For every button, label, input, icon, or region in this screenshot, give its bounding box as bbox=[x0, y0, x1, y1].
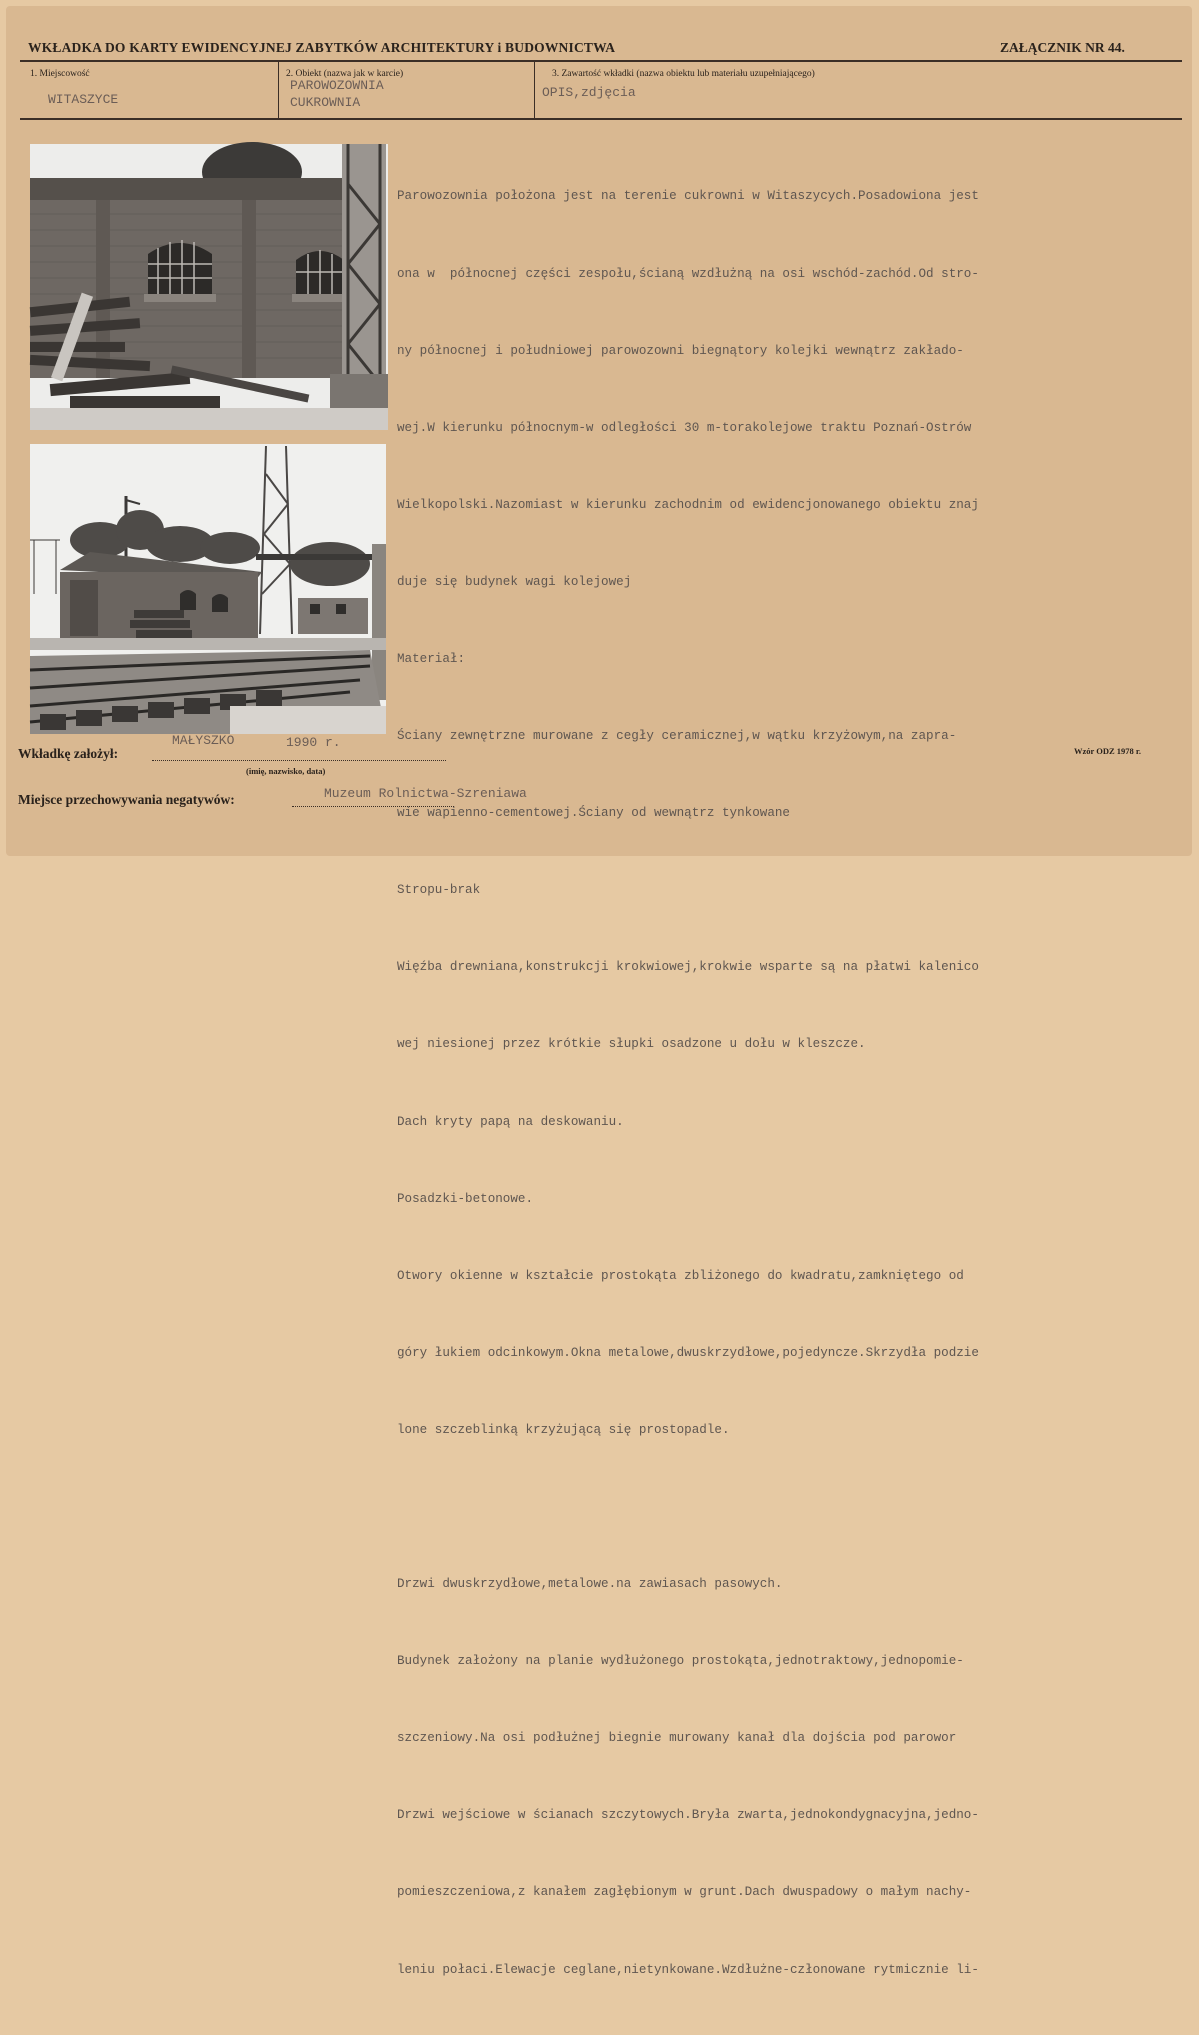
description-line: duje się budynek wagi kolejowej bbox=[397, 574, 632, 589]
description-line: leniu połaci.Elewacje ceglane,nietynkowane.Wzdłużne-członowane rytmicznie li- bbox=[397, 1962, 979, 1977]
photo-building-with-tracks-image bbox=[30, 444, 386, 734]
description-line: Materiał: bbox=[397, 651, 466, 666]
object-label: 2. Obiekt (nazwa jak w karcie) bbox=[286, 69, 404, 79]
description-line: Dach kryty papą na deskowaniu. bbox=[397, 1114, 624, 1129]
description-line: Więźba drewniana,konstrukcji krokwiowej,krokwie wsparte są na płatwi kalenico bbox=[397, 960, 979, 975]
description-line: ny północnej i południowej parowozowni biegnątory kolejki wewnątrz zakłado- bbox=[397, 343, 964, 358]
description-line: wie wapienno-cementowej.Ściany od wewnątrz tynkowane bbox=[397, 806, 790, 821]
description-line: Posadzki-betonowe. bbox=[397, 1191, 534, 1206]
header-rule bbox=[20, 60, 1182, 62]
description-line: wej.W kierunku północnym-w odległości 30 m-torakolejowe traktu Poznań-Ostrów bbox=[397, 420, 972, 435]
description-line bbox=[397, 1495, 1172, 1521]
insert-author-date: 1990 r. bbox=[286, 735, 341, 750]
description-line: ona w północnej części zespołu,ścianą wzdłużną na osi wschód-zachód.Od stro- bbox=[397, 266, 979, 281]
form-title: WKŁADKA DO KARTY EWIDENCYJNEJ ZABYTKÓW ARCHITEKTURY i BUDOWNICTWA bbox=[28, 40, 616, 55]
photo-building-with-tracks bbox=[30, 444, 386, 734]
description-line: Drzwi wejściowe w ścianach szczytowych.Bryła zwarta,jednokondygnacyjna,jedno- bbox=[397, 1808, 979, 1823]
insert-author-name: MAŁYSZKO bbox=[172, 733, 235, 748]
description-line: Parowozownia położona jest na terenie cukrowni w Witaszycych.Posadowiona jest bbox=[397, 189, 979, 204]
description-line: Drzwi dwuskrzydłowe,metalowe.na zawiasach pasowych. bbox=[397, 1577, 783, 1592]
field-divider-2 bbox=[534, 62, 535, 118]
description-line: Otwory okienne w kształcie prostokąta zbliżonego do kwadratu,zamkniętego od bbox=[397, 1268, 964, 1283]
fields-rule bbox=[20, 118, 1182, 120]
content-label: 3. Zawartość wkładki (nazwa obiektu lub materiału uzupełniającego) bbox=[552, 69, 815, 79]
photo-building-facade-image bbox=[30, 144, 388, 430]
description-line: Budynek założony na planie wydłużonego prostokąta,jednotraktowy,jednopomie- bbox=[397, 1654, 964, 1669]
description-line: Ściany zewnętrzne murowane z cegły ceramicznej,w wątku krzyżowym,na zapra- bbox=[397, 729, 957, 744]
insert-author-label: Wkładkę założył: bbox=[18, 746, 119, 761]
photo-building-facade bbox=[30, 144, 388, 430]
negatives-storage-line bbox=[292, 806, 454, 807]
description-text bbox=[397, 133, 1172, 2035]
object-value-line2: CUKROWNIA bbox=[290, 95, 361, 110]
description-line: Stropu-brak bbox=[397, 883, 481, 898]
description-line: Wielkopolski.Nazomiast w kierunku zachodnim od ewidencjonowanego obiektu znaj bbox=[397, 497, 979, 512]
record-card bbox=[6, 6, 1192, 1977]
locality-value: WITASZYCE bbox=[48, 92, 119, 107]
negatives-storage-value: Muzeum Rolnictwa-Szreniawa bbox=[324, 786, 527, 801]
form-reference: Wzór ODZ 1978 r. bbox=[1074, 746, 1142, 756]
insert-author-hint: (imię, nazwisko, data) bbox=[246, 766, 326, 776]
negatives-storage-label: Miejsce przechowywania negatywów: bbox=[18, 792, 235, 807]
description-line: góry łukiem odcinkowym.Okna metalowe,dwuskrzydłowe,pojedyncze.Skrzydła podzie bbox=[397, 1345, 979, 1360]
description-line: lone szczeblinką krzyżującą się prostopadle. bbox=[397, 1422, 730, 1437]
field-divider-1 bbox=[278, 62, 279, 118]
annex-number: ZAŁĄCZNIK NR 44. bbox=[1000, 40, 1125, 55]
description-line: pomieszczeniowa,z kanałem zagłębionym w grunt.Dach dwuspadowy o małym nachy- bbox=[397, 1885, 972, 1900]
locality-label: 1. Miejscowość bbox=[30, 69, 90, 79]
object-value-line1: PAROWOZOWNIA bbox=[290, 78, 384, 93]
content-value: OPIS,zdjęcia bbox=[542, 85, 636, 100]
description-line: szczeniowy.Na osi podłużnej biegnie murowany kanał dla dojścia pod parowor bbox=[397, 1731, 957, 1746]
insert-author-line bbox=[152, 760, 446, 761]
description-line: wej niesionej przez krótkie słupki osadzone u dołu w kleszcze. bbox=[397, 1037, 866, 1052]
